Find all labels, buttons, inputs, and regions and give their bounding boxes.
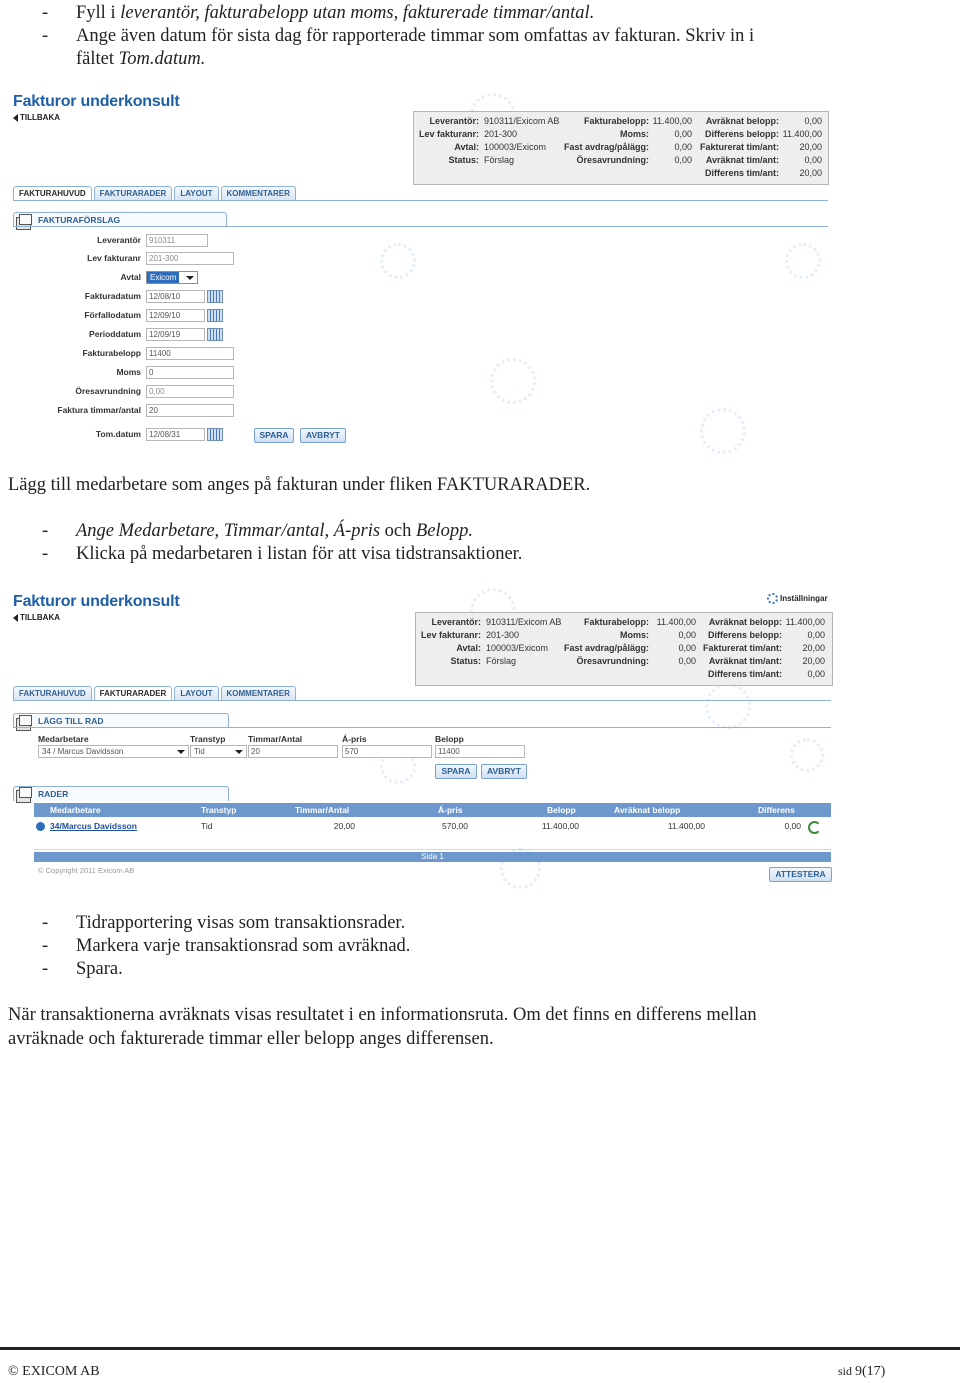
info-key: Avräknat tim/ant:	[708, 656, 782, 666]
tab-divider	[13, 700, 831, 701]
input-9[interactable]: 20	[146, 404, 234, 417]
calendar-icon[interactable]	[207, 290, 223, 303]
input-4[interactable]: 11400	[435, 745, 525, 758]
tab-kommentarer[interactable]: KOMMENTARER	[221, 186, 296, 200]
footer-rule	[0, 1347, 960, 1350]
input-6[interactable]: 11400	[146, 347, 234, 360]
bullet-dash: -	[42, 913, 49, 933]
select-value: Exicom	[147, 272, 179, 283]
select-value: Tid	[194, 747, 205, 756]
info-value: 20,00	[799, 142, 822, 152]
employee-select[interactable]	[38, 745, 189, 758]
tab-divider	[13, 200, 828, 201]
info-value: 0,00	[807, 630, 825, 640]
form-label: Moms	[116, 367, 141, 377]
info-key: Avräknat belopp:	[705, 116, 779, 126]
add-field-label: Á-pris	[342, 734, 367, 744]
transtype-select[interactable]	[190, 745, 247, 758]
input-8: 0,00	[146, 385, 234, 398]
app-title: Fakturor underkonsult	[13, 593, 180, 610]
employee-link[interactable]: 34/Marcus Davidsson	[50, 821, 137, 831]
bullet-dash: -	[42, 936, 49, 956]
form-label: Fakturabelopp	[82, 348, 141, 358]
section-header-rows: RADER	[13, 786, 229, 801]
add-field-label: Timmar/Antal	[248, 734, 303, 744]
chevron-down-icon	[235, 750, 243, 754]
info-value: 100003/Exicom	[484, 142, 547, 152]
bullet-text-part: fältet	[76, 49, 119, 69]
info-value: 11.400,00	[785, 617, 825, 627]
info-value: 0,00	[674, 155, 692, 165]
form-label: Fakturadatum	[84, 291, 141, 301]
info-value: 0,00	[804, 116, 822, 126]
tab-fakturarader[interactable]: FAKTURARADER	[94, 186, 173, 200]
form-label: Perioddatum	[89, 329, 141, 339]
info-key: Leverantör:	[431, 617, 481, 627]
screenshot-fakturarader	[0, 588, 960, 888]
footer-company: © EXICOM AB	[8, 1364, 100, 1379]
page-prefix: sid	[838, 1364, 856, 1378]
invoice-summary	[415, 612, 833, 686]
page-number	[838, 1360, 885, 1383]
form-label: Tom.datum	[95, 429, 141, 439]
bullet-text-part: Ange Medarbetare, Timmar/antal, Á-pris	[76, 521, 385, 541]
bullet-text	[76, 48, 205, 71]
grid-header-cell: Medarbetare	[50, 805, 101, 815]
section-divider	[13, 727, 831, 728]
grid-cell: Tid	[201, 821, 213, 831]
grid-cell: 570,00	[442, 821, 468, 831]
info-value: 11.400,00	[782, 129, 822, 139]
info-key: Differens tim/ant:	[704, 168, 779, 178]
info-key: Fast avdrag/pålägg:	[563, 643, 649, 653]
info-value: 910311/Exicom AB	[486, 617, 562, 627]
grid-cell: 11.400,00	[667, 821, 705, 831]
info-key: Lev fakturanr:	[418, 129, 479, 139]
bullet-dash: -	[42, 521, 49, 541]
info-key: Moms:	[620, 630, 649, 640]
info-value: 100003/Exicom	[486, 643, 549, 653]
input-10[interactable]: 12/08/31	[146, 428, 205, 441]
info-value: 0,00	[674, 142, 692, 152]
info-value: 0,00	[678, 643, 696, 653]
document-icon	[16, 217, 31, 230]
info-key: Fakturabelopp:	[583, 116, 649, 126]
info-key: Differens belopp:	[707, 630, 782, 640]
input-0: 910311	[146, 234, 208, 247]
chevron-down-icon	[186, 276, 194, 280]
back-arrow-icon	[13, 114, 18, 122]
invoice-summary	[413, 111, 829, 185]
info-key: Fakturerat tim/ant:	[702, 643, 782, 653]
input-1: 201-300	[146, 252, 234, 265]
calendar-icon[interactable]	[207, 309, 223, 322]
grid-header-cell: Avräknat belopp	[614, 805, 681, 815]
back-link[interactable]	[13, 613, 60, 622]
tab-fakturahuvud[interactable]: FAKTURAHUVUD	[13, 686, 92, 700]
calendar-icon[interactable]	[207, 328, 223, 341]
info-value: Förslag	[484, 155, 515, 165]
info-key: Status:	[450, 656, 481, 666]
info-value: 0,00	[674, 129, 692, 139]
section-divider	[13, 226, 828, 227]
settings-label: Inställningar	[780, 594, 828, 603]
grid-header-cell: Á-pris	[438, 805, 463, 815]
info-value: 11.400,00	[656, 617, 696, 627]
document-icon	[16, 790, 31, 803]
info-key: Differens belopp:	[704, 129, 779, 139]
info-value: 910311/Exicom AB	[484, 116, 560, 126]
bullet-text-part: leverantör, fakturabelopp utan moms, fakturerade timmar/antal.	[120, 3, 595, 23]
info-value: 201-300	[484, 129, 518, 139]
form-label: Faktura timmar/antal	[57, 405, 141, 415]
cancel-button[interactable]: AVBRYT	[300, 428, 346, 443]
info-key: Öresavrundning:	[576, 656, 649, 666]
tab-layout[interactable]: LAYOUT	[174, 686, 218, 700]
form-label: Leverantör	[97, 235, 141, 245]
tab-fakturarader[interactable]: FAKTURARADER	[94, 686, 173, 700]
section-header-fakturaforslag: FAKTURAFÖRSLAG	[13, 212, 227, 227]
add-field-label: Belopp	[435, 734, 464, 744]
bullet-text: Tidrapportering visas som transaktionsrader.	[76, 913, 406, 933]
form-label: Avtal	[120, 272, 141, 282]
bullet-text	[76, 543, 522, 566]
info-value: 11.400,00	[652, 116, 692, 126]
input-4[interactable]: 12/09/10	[146, 309, 205, 322]
bullet-text-part: Tom.datum.	[118, 49, 206, 69]
screenshot-fakturahuvud	[0, 88, 960, 453]
form-label: Öresavrundning	[75, 386, 141, 396]
info-key: Fakturabelopp:	[583, 617, 649, 627]
bullet-dash: -	[42, 3, 49, 23]
cancel-button[interactable]: AVBRYT	[481, 764, 527, 779]
paragraph-add-employee: Lägg till medarbetare som anges på fakturan under fliken FAKTURARADER.	[8, 475, 591, 495]
bullet-dash: -	[42, 544, 49, 564]
chevron-down-icon	[177, 750, 185, 754]
info-key: Avtal:	[456, 643, 481, 653]
info-key: Moms:	[620, 129, 649, 139]
back-label: TILLBAKA	[20, 113, 60, 122]
grid-cell: 0,00	[784, 821, 801, 831]
form-label: Förfallodatum	[84, 310, 141, 320]
info-value: Förslag	[486, 656, 517, 666]
info-key: Avtal:	[454, 142, 479, 152]
bullet-text-part: och	[384, 521, 416, 541]
bullet-text-part: Ange även datum för sista dag för rapporterade timmar som omfattas av fakturan. Skriv in i	[76, 26, 755, 46]
bullet-text: Spara.	[76, 959, 123, 979]
info-key: Avräknat belopp:	[708, 617, 782, 627]
info-icon	[36, 822, 45, 831]
input-7[interactable]: 0	[146, 366, 234, 379]
document-icon	[16, 718, 31, 731]
info-key: Status:	[448, 155, 479, 165]
bullet-text	[76, 2, 594, 25]
calendar-icon[interactable]	[207, 428, 223, 441]
info-key: Öresavrundning:	[576, 155, 649, 165]
bullet-text	[76, 520, 473, 543]
info-value: 201-300	[486, 630, 520, 640]
app-title: Fakturor underkonsult	[13, 93, 180, 110]
grid-divider	[34, 849, 831, 850]
info-key: Lev fakturanr:	[420, 630, 481, 640]
info-value: 0,00	[807, 669, 825, 679]
input-2[interactable]: 20	[248, 745, 338, 758]
bullet-dash: -	[42, 26, 49, 46]
back-link[interactable]	[13, 113, 60, 122]
tab-bar	[13, 186, 296, 200]
input-5[interactable]: 12/09/19	[146, 328, 205, 341]
input-3[interactable]: 12/08/10	[146, 290, 205, 303]
bullet-text-part: Belopp.	[416, 521, 474, 541]
info-key: Avräknat tim/ant:	[705, 155, 779, 165]
info-key: Fast avdrag/pålägg:	[563, 142, 649, 152]
section-header-add-row: LÄGG TILL RAD	[13, 713, 229, 728]
info-value: 20,00	[802, 656, 825, 666]
settings-link[interactable]	[767, 593, 828, 604]
info-value: 20,00	[799, 168, 822, 178]
tab-bar	[13, 686, 296, 700]
bullet-text-part: Klicka på medarbetaren i listan för att visa tidstransaktioner.	[76, 544, 523, 564]
save-button[interactable]: SPARA	[254, 428, 294, 443]
grid-header	[34, 803, 831, 817]
grid-header-cell: Transtyp	[201, 805, 237, 815]
info-value: 0,00	[804, 155, 822, 165]
bullet-text-part: Fyll i	[76, 3, 121, 23]
page-value: 9(17)	[855, 1364, 886, 1379]
attest-button[interactable]: ATTESTERA	[769, 867, 832, 882]
input-3[interactable]: 570	[342, 745, 432, 758]
form-label: Lev fakturanr	[87, 253, 141, 263]
select-value: 34 / Marcus Davidsson	[42, 747, 124, 756]
grid-header-cell: Timmar/Antal	[295, 805, 350, 815]
paragraph-line: avräknade och fakturerade timmar eller belopp anges differensen.	[8, 1029, 494, 1049]
grid-cell: 11.400,00	[541, 821, 579, 831]
grid-header-cell: Belopp	[547, 805, 576, 815]
info-key: Differens tim/ant:	[707, 669, 782, 679]
bullet-text	[76, 25, 754, 48]
back-arrow-icon	[13, 614, 18, 622]
info-value: 0,00	[678, 656, 696, 666]
info-key: Fakturerat tim/ant:	[699, 142, 779, 152]
add-field-label: Transtyp	[190, 734, 226, 744]
pager: Sida 1	[34, 852, 831, 862]
tab-layout[interactable]: LAYOUT	[174, 186, 218, 200]
tab-kommentarer[interactable]: KOMMENTARER	[221, 686, 296, 700]
save-button[interactable]: SPARA	[435, 764, 477, 779]
bullet-text: Markera varje transaktionsrad som avräknad.	[76, 936, 411, 956]
paragraph-line: När transaktionerna avräknats visas resultatet i en informationsruta. Om det finns en differens mellan	[8, 1005, 757, 1025]
grid-header-cell: Differens	[758, 805, 795, 815]
bullet-dash: -	[42, 959, 49, 979]
add-field-label: Medarbetare	[38, 734, 89, 744]
avtal-select[interactable]	[146, 271, 198, 284]
info-value: 20,00	[802, 643, 825, 653]
gear-icon	[767, 593, 778, 604]
grid-cell: 20,00	[333, 821, 355, 831]
table-row[interactable]	[34, 819, 831, 833]
tab-fakturahuvud[interactable]: FAKTURAHUVUD	[13, 186, 92, 200]
refresh-icon[interactable]	[808, 821, 821, 834]
copyright: © Copyright 2011 Exicom AB	[38, 866, 135, 875]
back-label: TILLBAKA	[20, 613, 60, 622]
info-key: Leverantör:	[429, 116, 479, 126]
info-value: 0,00	[678, 630, 696, 640]
